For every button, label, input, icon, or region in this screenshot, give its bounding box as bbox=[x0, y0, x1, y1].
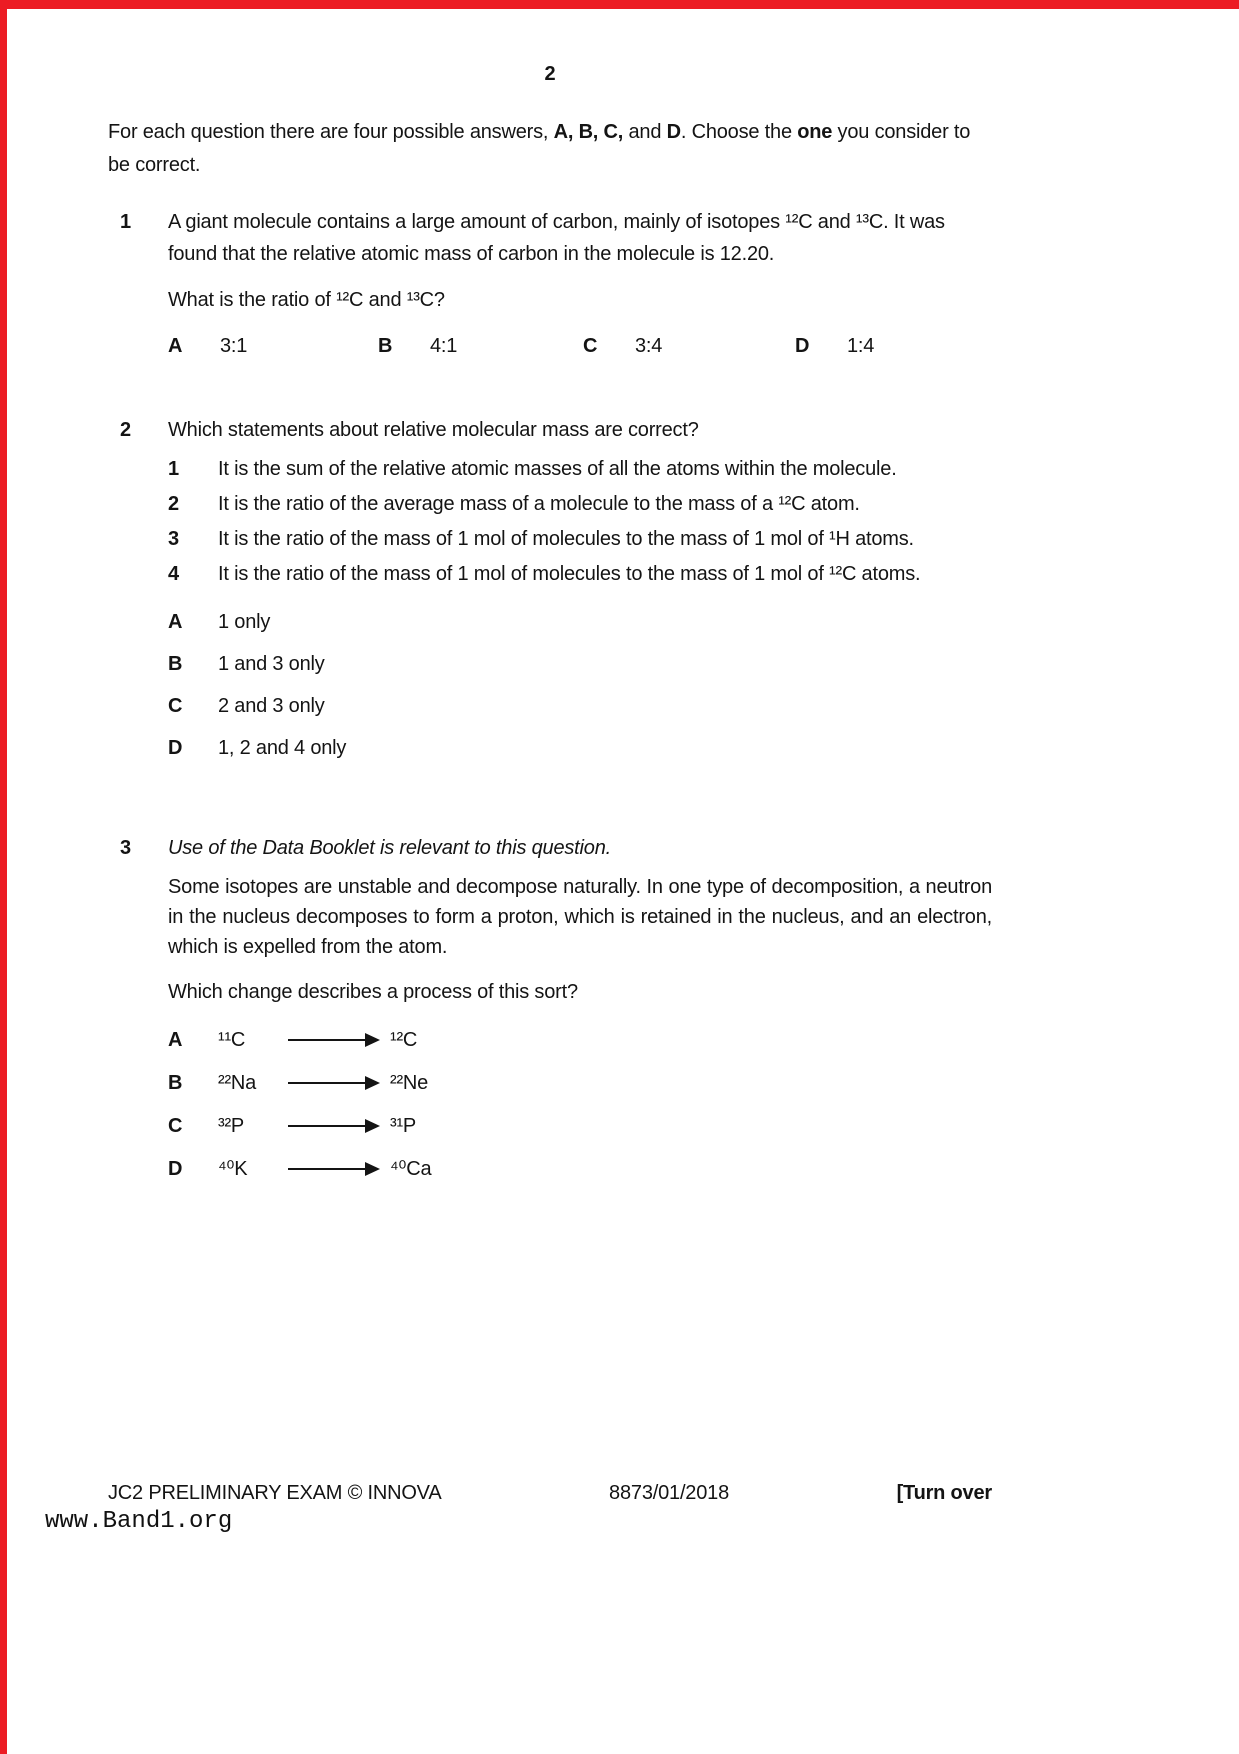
isotope-from: ⁴⁰K bbox=[218, 1158, 248, 1180]
footer-exam-title: JC2 PRELIMINARY EXAM © INNOVA bbox=[108, 1482, 442, 1504]
instructions-segment: . Choose the bbox=[680, 121, 798, 143]
statement-4 bbox=[168, 559, 992, 590]
question-2-number: 2 bbox=[120, 419, 131, 441]
question-3-note: Use of the Data Booklet is relevant to this question. bbox=[168, 837, 611, 859]
statement-number: 3 bbox=[168, 528, 179, 550]
statement-1 bbox=[168, 454, 992, 485]
option-a bbox=[168, 330, 378, 362]
statement-text: It is the sum of the relative atomic masses of all the atoms within the molecule. bbox=[218, 458, 897, 480]
statement-number: 2 bbox=[168, 493, 179, 515]
option-letter: D bbox=[168, 1158, 183, 1180]
option-letter: B bbox=[378, 335, 393, 357]
option-letter: C bbox=[168, 1115, 183, 1137]
option-letter: A bbox=[168, 1029, 183, 1051]
option-letter: D bbox=[795, 335, 810, 357]
right-arrow-icon bbox=[288, 1125, 366, 1127]
statement-text: It is the ratio of the mass of 1 mol of molecules to the mass of 1 mol of ¹²C atoms. bbox=[218, 563, 921, 585]
statement-3 bbox=[168, 524, 992, 555]
isotope-from: ²²Na bbox=[218, 1072, 257, 1094]
question-3-number: 3 bbox=[120, 837, 131, 859]
isotope-to: ⁴⁰Ca bbox=[390, 1158, 432, 1180]
option-text: 3:4 bbox=[635, 335, 663, 357]
question-2-statements bbox=[168, 454, 992, 590]
question-1-text: A giant molecule contains a large amount of carbon, mainly of isotopes ¹²C and ¹³C. It was found that the relative atomic mass of carbon in the molecule is 12.20. bbox=[168, 211, 945, 265]
statement-number: 1 bbox=[168, 458, 179, 480]
page-content bbox=[108, 0, 992, 1196]
option-text: 1:4 bbox=[847, 335, 875, 357]
option-d bbox=[168, 732, 992, 764]
instructions-segment: you consider to be correct. bbox=[108, 121, 971, 176]
isotope-to: ²²Ne bbox=[390, 1072, 429, 1094]
statement-text: It is the ratio of the mass of 1 mol of molecules to the mass of 1 mol of ¹H atoms. bbox=[218, 528, 914, 550]
scan-border-left bbox=[0, 0, 7, 1754]
statement-text: It is the ratio of the average mass of a molecule to the mass of a ¹²C atom. bbox=[218, 493, 860, 515]
right-arrow-icon bbox=[288, 1082, 366, 1084]
isotope-to: ¹²C bbox=[390, 1029, 418, 1051]
option-text: 2 and 3 only bbox=[218, 695, 325, 717]
right-arrow-icon bbox=[288, 1039, 366, 1041]
isotope-from: ³²P bbox=[218, 1115, 245, 1137]
option-text: 1 only bbox=[218, 611, 271, 633]
option-d bbox=[168, 1153, 992, 1185]
question-1-body bbox=[168, 206, 992, 362]
option-letter: A bbox=[168, 611, 183, 633]
question-2 bbox=[108, 414, 992, 774]
option-c bbox=[168, 690, 992, 722]
question-1-prompt: What is the ratio of ¹²C and ¹³C? bbox=[168, 289, 445, 311]
footer-turn-over: [Turn over bbox=[896, 1482, 992, 1504]
instructions-bold-d: D bbox=[666, 121, 681, 143]
right-arrow-icon bbox=[288, 1168, 366, 1170]
option-letter: C bbox=[168, 695, 183, 717]
question-1-number: 1 bbox=[120, 211, 131, 233]
instructions-segment: For each question there are four possible answers, bbox=[108, 121, 554, 143]
watermark-url: www.Band1.org bbox=[45, 1508, 233, 1535]
instructions bbox=[108, 116, 992, 182]
option-text: 1 and 3 only bbox=[218, 653, 325, 675]
question-3-text: Some isotopes are unstable and decompose naturally. In one type of decomposition, a neutron in the nucleus decomposes to form a proton, which is retained in the nucleus, and an electron, which is expelled from the atom. bbox=[168, 876, 992, 958]
option-c bbox=[583, 330, 795, 362]
option-b bbox=[378, 330, 583, 362]
option-a bbox=[168, 1024, 992, 1056]
instructions-bold-one: one bbox=[797, 121, 833, 143]
question-2-text: Which statements about relative molecular mass are correct? bbox=[168, 419, 699, 441]
option-letter: B bbox=[168, 653, 183, 675]
option-c bbox=[168, 1110, 992, 1142]
question-3 bbox=[108, 832, 992, 1196]
option-d bbox=[795, 330, 992, 362]
question-1 bbox=[108, 206, 992, 362]
option-letter: C bbox=[583, 335, 598, 357]
option-letter: D bbox=[168, 737, 183, 759]
option-text: 3:1 bbox=[220, 335, 248, 357]
page-footer bbox=[108, 1478, 992, 1508]
option-a bbox=[168, 606, 992, 638]
footer-paper-code: 8873/01/2018 bbox=[609, 1482, 729, 1504]
question-2-options bbox=[168, 606, 992, 764]
statement-2 bbox=[168, 489, 992, 520]
option-b bbox=[168, 648, 992, 680]
question-2-body bbox=[168, 414, 992, 774]
option-text: 4:1 bbox=[430, 335, 458, 357]
question-1-options bbox=[168, 330, 992, 362]
statement-number: 4 bbox=[168, 563, 179, 585]
option-text: 1, 2 and 4 only bbox=[218, 737, 347, 759]
isotope-to: ³¹P bbox=[390, 1115, 417, 1137]
option-b bbox=[168, 1067, 992, 1099]
question-3-prompt: Which change describes a process of this sort? bbox=[168, 981, 578, 1003]
isotope-from: ¹¹C bbox=[218, 1029, 246, 1051]
question-3-options bbox=[168, 1024, 992, 1185]
question-3-body bbox=[168, 832, 992, 1196]
instructions-bold-abc: A, B, C, bbox=[553, 121, 624, 143]
instructions-segment: and bbox=[623, 121, 667, 143]
page-number: 2 bbox=[544, 63, 556, 85]
option-letter: B bbox=[168, 1072, 183, 1094]
option-letter: A bbox=[168, 335, 183, 357]
